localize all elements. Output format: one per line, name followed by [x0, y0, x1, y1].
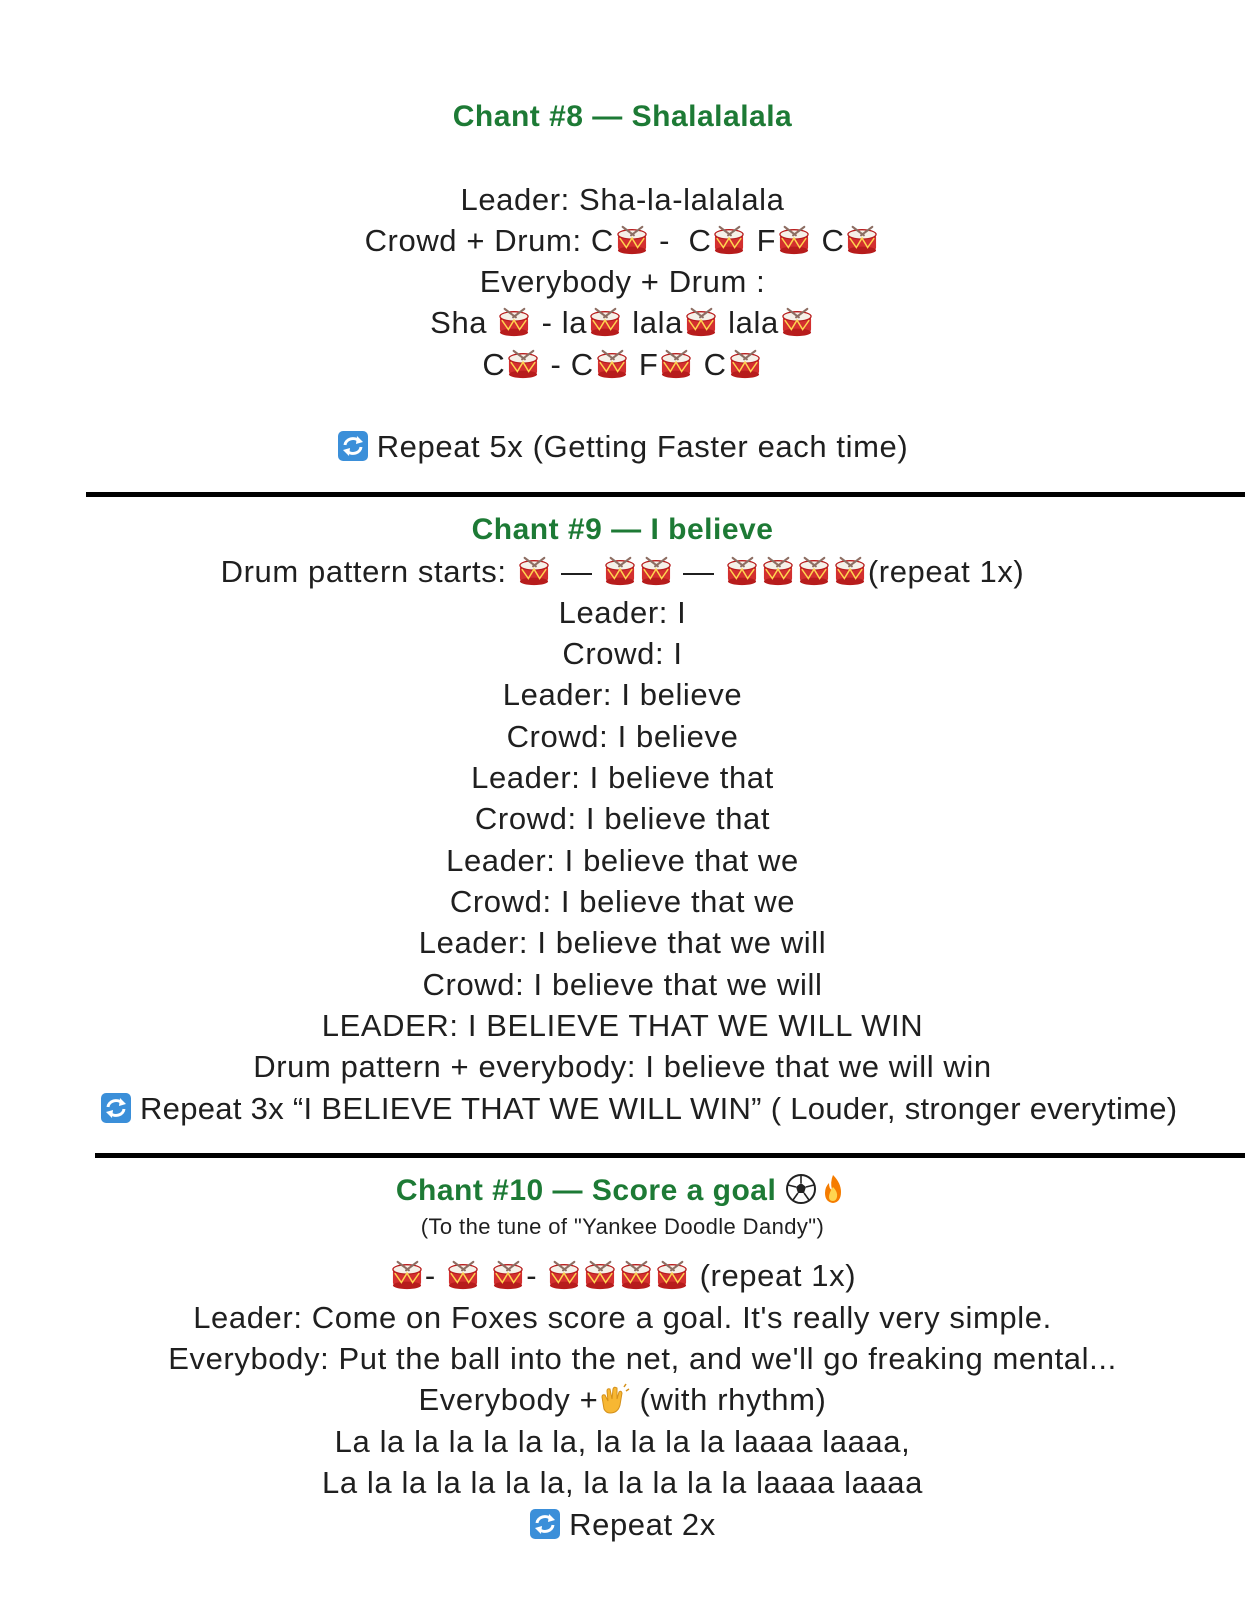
- repeat-text: Repeat 3x “I BELIEVE THAT WE WILL WIN” ( Louder, stronger everytime): [140, 1091, 1178, 1126]
- em-dash: —: [683, 554, 715, 589]
- chant8-crowd-line: [0, 221, 1245, 261]
- chant8-repeat-line: [0, 427, 1245, 467]
- fire-icon: [817, 1173, 849, 1205]
- drum-icon: [619, 1260, 653, 1290]
- chant9-title: Chant #9 — I believe: [471, 513, 774, 546]
- section-divider: [95, 1153, 1245, 1158]
- chant9-lyric-line: Drum pattern + everybody: I believe that we will win: [253, 1049, 992, 1084]
- repeat-text: Repeat 5x (Getting Faster each time): [376, 429, 909, 464]
- drum-icon: [547, 1260, 581, 1290]
- drum-pattern-label: Drum pattern starts:: [220, 554, 507, 589]
- drum-icon: [639, 556, 673, 586]
- drum-icon: [797, 556, 831, 586]
- drum-icon: [712, 225, 746, 255]
- repeat-button-icon: [337, 430, 369, 462]
- drum-icon: [615, 225, 649, 255]
- drum-icon: [497, 307, 531, 337]
- chant9-lyric-line: Leader: I believe that we will: [418, 925, 827, 960]
- em-dash: —: [560, 554, 593, 589]
- chant9-lyric-line: Leader: I believe that we: [446, 843, 799, 878]
- chant10-la-line: La la la la la la la, la la la la la laaaa laaaa: [322, 1465, 923, 1500]
- drum-icon: [655, 1260, 689, 1290]
- chord-c: C: [570, 347, 594, 382]
- drum-icon: [446, 1260, 480, 1290]
- clap-label: Everybody +: [418, 1382, 599, 1417]
- clap-note: (with rhythm): [639, 1382, 827, 1417]
- chant8-chord-line: [0, 345, 1245, 385]
- dash: -: [659, 223, 671, 258]
- chant10-clap-line: [0, 1380, 1245, 1420]
- repeat-text: Repeat 2x: [569, 1507, 716, 1542]
- chant10-repeat-line: [0, 1505, 1245, 1545]
- chant8-sha-line: [0, 303, 1245, 343]
- soccer-ball-icon: [785, 1173, 817, 1205]
- drum-icon: [517, 556, 551, 586]
- drum-icon: [780, 307, 814, 337]
- crowd-drum-label: Crowd + Drum: C: [364, 223, 614, 258]
- lyric-la: la: [561, 305, 588, 340]
- drum-icon: [833, 556, 867, 586]
- chant8-leader-line: Leader: Sha-la-lalalala: [460, 182, 785, 217]
- chant10-everybody-line: Everybody: Put the ball into the net, and we'll go freaking mental...: [168, 1341, 1117, 1376]
- chord-c: C: [482, 347, 506, 382]
- drum-icon: [761, 556, 795, 586]
- clapping-hands-icon: [598, 1383, 630, 1415]
- chant9-repeat-line: [100, 1089, 1200, 1129]
- chant9-lyric-line: LEADER: I BELIEVE THAT WE WILL WIN: [321, 1008, 924, 1043]
- lyric-sha: Sha: [430, 305, 488, 340]
- drum-icon: [603, 556, 637, 586]
- chant9-lyric-line: Crowd: I believe that: [474, 801, 771, 836]
- chant9-lyric-line: Crowd: I believe that we will: [422, 967, 823, 1002]
- chord-c: C: [703, 347, 727, 382]
- chant8-title: Chant #8 — Shalalalala: [452, 100, 793, 133]
- chant9-lyric-line: Crowd: I believe: [506, 719, 739, 754]
- chant10-subtitle: (To the tune of "Yankee Doodle Dandy"): [420, 1214, 825, 1239]
- lyric-lala: lala: [728, 305, 779, 340]
- drum-icon: [506, 349, 540, 379]
- lyric-lala: lala: [632, 305, 683, 340]
- dash: -: [541, 305, 553, 340]
- dash: -: [424, 1258, 436, 1293]
- chant9-lyric-line: Crowd: I: [562, 636, 683, 671]
- drum-icon: [728, 349, 762, 379]
- chant10-leader-line: Leader: Come on Foxes score a goal. It's really very simple.: [193, 1300, 1052, 1335]
- drum-icon: [777, 225, 811, 255]
- chant10-title: Chant #10 — Score a goal: [395, 1174, 777, 1207]
- drum-icon: [725, 556, 759, 586]
- repeat-button-icon: [100, 1092, 132, 1124]
- drum-icon: [491, 1260, 525, 1290]
- repeat-count: (repeat 1x): [699, 1258, 857, 1293]
- drum-icon: [390, 1260, 424, 1290]
- repeat-button-icon: [529, 1508, 561, 1540]
- drum-icon: [845, 225, 879, 255]
- chant10-title-line: [0, 1171, 1245, 1211]
- section-divider: [86, 492, 1245, 497]
- repeat-count: (repeat 1x): [867, 554, 1025, 589]
- drum-icon: [595, 349, 629, 379]
- chant9-lyric-line: Crowd: I believe that we: [449, 884, 796, 919]
- drum-icon: [588, 307, 622, 337]
- chord-f: F: [756, 223, 777, 258]
- chant9-lyric-line: Leader: I believe that: [471, 760, 774, 795]
- chant9-lyric-line: Leader: I believe: [502, 677, 743, 712]
- chant9-drum-pattern-line: [0, 552, 1245, 592]
- drum-icon: [659, 349, 693, 379]
- chant8-everybody-line: Everybody + Drum :: [479, 264, 766, 299]
- chord-f: F: [638, 347, 659, 382]
- chord-c: C: [688, 223, 712, 258]
- chant10-drum-pattern-line: [0, 1256, 1245, 1296]
- chant9-lyric-line: Leader: I: [558, 595, 687, 630]
- chord-c: C: [821, 223, 845, 258]
- dash: -: [550, 347, 562, 382]
- chant10-la-line: La la la la la la la, la la la la laaaa laaaa,: [334, 1424, 911, 1459]
- drum-icon: [583, 1260, 617, 1290]
- drum-icon: [684, 307, 718, 337]
- dash: -: [526, 1258, 538, 1293]
